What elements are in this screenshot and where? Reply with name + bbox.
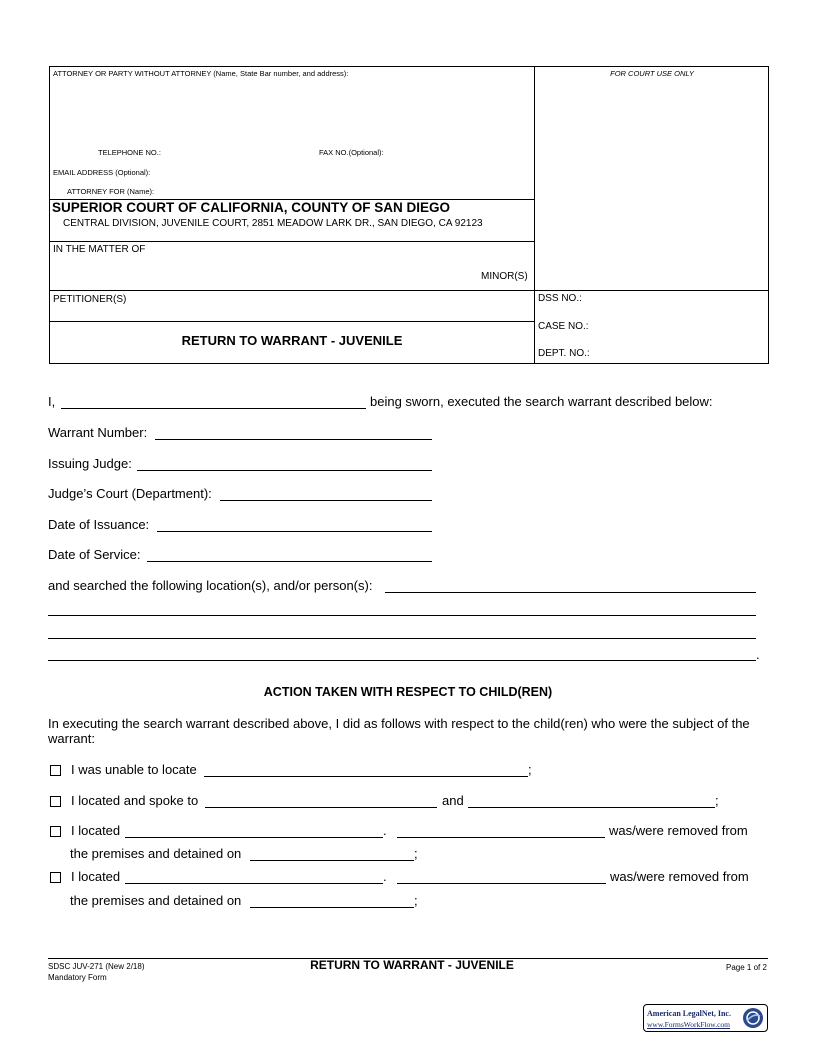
- searched-locations-label: and searched the following location(s), and/or person(s):: [48, 578, 373, 593]
- judges-court-label: Judge’s Court (Department):: [48, 486, 212, 501]
- i-prefix: I,: [48, 394, 56, 409]
- located-period-2: .: [383, 869, 387, 884]
- locations-line-1[interactable]: [385, 592, 756, 593]
- email-label: EMAIL ADDRESS (Optional):: [53, 168, 151, 177]
- detained-semicolon-1: ;: [414, 846, 418, 861]
- located-child-line-2b[interactable]: [397, 883, 606, 884]
- fax-label: FAX NO.(Optional):: [319, 148, 384, 157]
- warrant-number-line[interactable]: [155, 439, 432, 440]
- located-spoke-checkbox[interactable]: [50, 796, 61, 807]
- locations-line-2[interactable]: [48, 615, 756, 616]
- located-label-1: I located: [71, 823, 121, 838]
- unable-to-locate-label: I was unable to locate: [71, 762, 197, 777]
- premises-detained-label-2: the premises and detained on: [70, 893, 242, 908]
- detained-date-line-1[interactable]: [250, 860, 414, 861]
- detained-semicolon-2: ;: [414, 893, 418, 908]
- judges-court-line[interactable]: [220, 500, 432, 501]
- issuing-judge-line[interactable]: [137, 470, 432, 471]
- action-heading: ACTION TAKEN WITH RESPECT TO CHILD(REN): [263, 685, 553, 699]
- executing-text-line1: In executing the search warrant described above, I did as follows with respect to the child(ren) who were the subject of the: [48, 716, 750, 731]
- locations-line-3[interactable]: [48, 638, 756, 639]
- executing-text-line2: warrant:: [48, 731, 95, 746]
- unable-to-locate-checkbox[interactable]: [50, 765, 61, 776]
- located-spoke-line-2[interactable]: [468, 807, 715, 808]
- logo-url[interactable]: www.FormsWorkFlow.com: [647, 1020, 731, 1029]
- located-spoke-label: I located and spoke to: [71, 793, 199, 808]
- dss-no-label: DSS NO.:: [538, 293, 582, 304]
- in-matter-of: IN THE MATTER OF: [53, 244, 146, 255]
- located-spoke-semicolon: ;: [715, 793, 719, 808]
- located-child-line-1a[interactable]: [125, 837, 383, 838]
- locations-period: .: [756, 647, 760, 662]
- detained-date-line-2[interactable]: [250, 907, 414, 908]
- warrant-number-label: Warrant Number:: [48, 425, 148, 440]
- located-removed-checkbox-2[interactable]: [50, 872, 61, 883]
- attorney-label: ATTORNEY OR PARTY WITHOUT ATTORNEY (Name, State Bar number, and address):: [53, 69, 349, 78]
- page-number: Page 1 of 2: [726, 963, 767, 972]
- caption-outer-box: [49, 66, 769, 364]
- caption-divider: [534, 66, 535, 364]
- footer-title: RETURN TO WARRANT - JUVENILE: [310, 958, 514, 972]
- matter-rule: [49, 241, 535, 242]
- attorney-for-label: ATTORNEY FOR (Name):: [67, 187, 155, 196]
- form-title: RETURN TO WARRANT - JUVENILE: [181, 333, 403, 348]
- telephone-label: TELEPHONE NO.:: [98, 148, 161, 157]
- located-period-1: .: [383, 823, 387, 838]
- petitioners-label: PETITIONER(S): [53, 294, 127, 305]
- title-rule: [49, 321, 535, 322]
- court-name: SUPERIOR COURT OF CALIFORNIA, COUNTY OF SAN DIEGO: [52, 200, 451, 215]
- located-child-line-2a[interactable]: [125, 883, 383, 884]
- court-use-only: FOR COURT USE ONLY: [610, 69, 694, 78]
- located-spoke-and: and: [442, 793, 464, 808]
- unable-semicolon: ;: [528, 762, 532, 777]
- issuing-judge-label: Issuing Judge:: [48, 456, 132, 471]
- form-number: SDSC JUV-271 (New 2/18): [48, 962, 145, 971]
- american-legalnet-logo[interactable]: [643, 1004, 768, 1032]
- date-service-line[interactable]: [147, 561, 432, 562]
- date-issuance-line[interactable]: [157, 531, 432, 532]
- was-removed-label-2: was/were removed from: [610, 869, 749, 884]
- logo-company-name: American LegalNet, Inc.: [647, 1009, 731, 1018]
- located-removed-checkbox-1[interactable]: [50, 826, 61, 837]
- date-issuance-label: Date of Issuance:: [48, 517, 150, 532]
- locations-line-4[interactable]: [48, 660, 756, 661]
- mandatory-form: Mandatory Form: [48, 973, 107, 982]
- being-sworn-text: being sworn, executed the search warrant described below:: [370, 394, 713, 409]
- premises-detained-label-1: the premises and detained on: [70, 846, 242, 861]
- court-address: CENTRAL DIVISION, JUVENILE COURT, 2851 MEADOW LARK DR., SAN DIEGO, CA 92123: [63, 218, 483, 229]
- logo-globe-icon: [742, 1007, 764, 1029]
- petitioner-rule: [49, 290, 769, 291]
- minors-label: MINOR(S): [481, 271, 528, 282]
- date-service-label: Date of Service:: [48, 547, 141, 562]
- dept-no-label: DEPT. NO.:: [538, 348, 590, 359]
- case-no-label: CASE NO.:: [538, 321, 589, 332]
- located-spoke-line-1[interactable]: [205, 807, 437, 808]
- located-child-line-1b[interactable]: [397, 837, 605, 838]
- unable-to-locate-line[interactable]: [204, 776, 528, 777]
- located-label-2: I located: [71, 869, 121, 884]
- officer-name-line[interactable]: [61, 408, 366, 409]
- was-removed-label-1: was/were removed from: [609, 823, 748, 838]
